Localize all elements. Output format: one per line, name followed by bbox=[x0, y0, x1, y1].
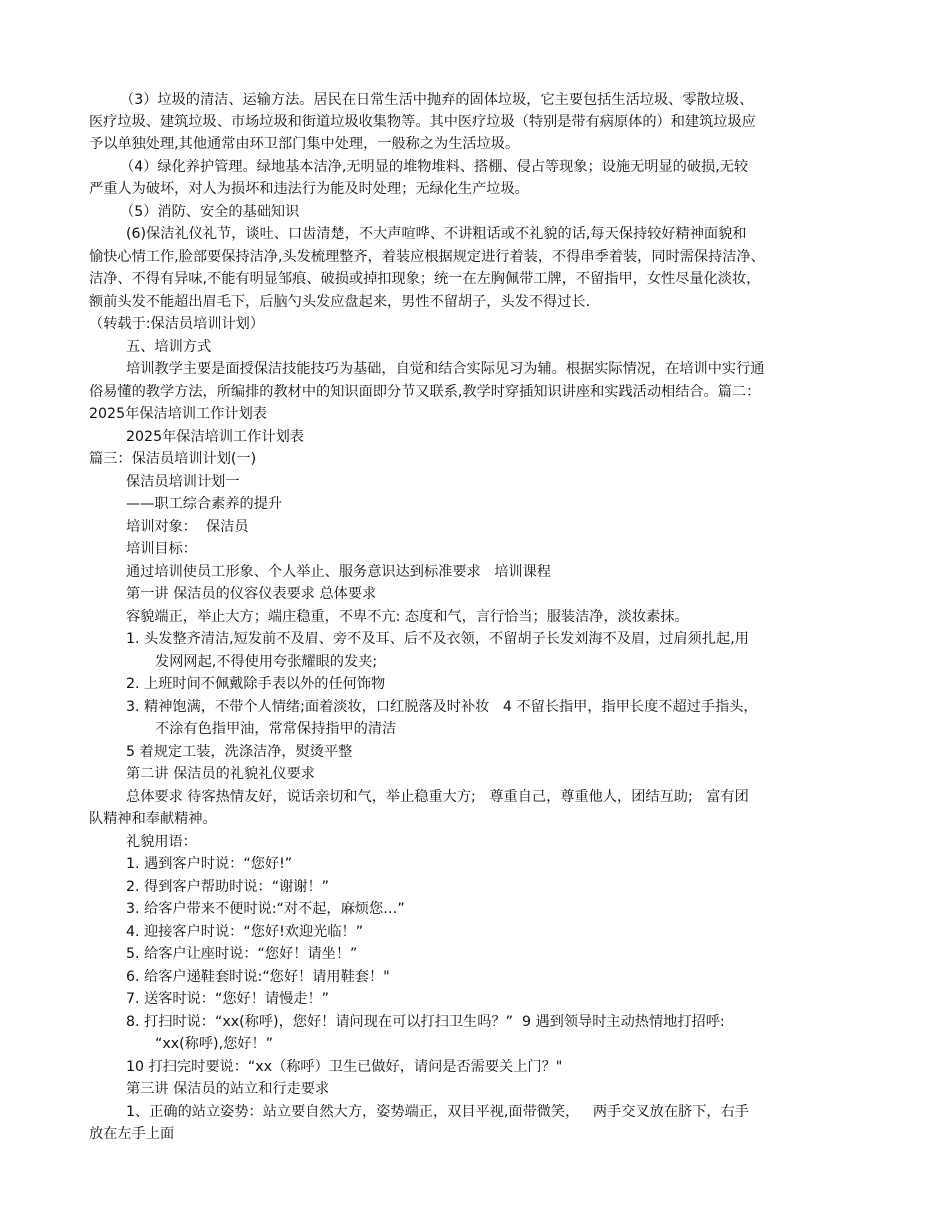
text-line: （转载于:保洁员培训计划） bbox=[89, 316, 265, 332]
text-line: 培训对象： 保洁员 bbox=[126, 519, 249, 535]
text-line: 严重人为破坏，对人为损坏和违法行为能及时处理；无绿化生产垃圾。 bbox=[89, 181, 529, 197]
text-line: 5 着规定工装，洗涤洁净，熨烫平整 bbox=[126, 744, 353, 760]
text-line: 3. 精神饱满，不带个人情绪;面着淡妆，口红脱落及时补妆 4 不留长指甲，指甲长度不超过手指头， bbox=[126, 699, 758, 715]
text-line: “xx(称呼),您好！” bbox=[155, 1036, 274, 1052]
text-line: 培训教学主要是面授保洁技能技巧为基础，自觉和结合实际见习为辅。根据实际情况，在培训中实行通 bbox=[126, 361, 765, 377]
text-line: 7. 送客时说：“您好！请慢走！” bbox=[126, 991, 329, 1007]
text-line: 医疗垃圾、建筑垃圾、市场垃圾和街道垃圾收集物等。其中医疗垃圾（特别是带有病原体的）和建筑垃圾应 bbox=[89, 114, 756, 130]
text-line: 予以单独处理,其他通常由环卫部门集中处理，一般称之为生活垃圾。 bbox=[89, 136, 520, 152]
text-line: 2. 得到客户帮助时说：“谢谢！” bbox=[126, 879, 329, 895]
text-line: 五、培训方式 bbox=[126, 339, 212, 355]
text-line: 2025年保洁培训工作计划表 bbox=[126, 429, 304, 445]
text-line: 5. 给客户让座时说：“您好！请坐！” bbox=[126, 946, 358, 962]
text-line: 8. 打扫时说：“xx(称呼)，您好！请问现在可以打扫卫生吗？” 9 遇到领导时主动热情地打招呼: bbox=[126, 1014, 725, 1030]
text-line: 篇三：保洁员培训计划(一) bbox=[89, 451, 257, 467]
text-line: 4. 迎接客户时说：“您好!欢迎光临！” bbox=[126, 924, 364, 940]
text-line: 保洁员培训计划一 bbox=[126, 474, 240, 490]
text-line: 队精神和奉献精神。 bbox=[89, 811, 217, 827]
text-line: 第三讲 保洁员的站立和行走要求 bbox=[126, 1081, 330, 1097]
text-line: 总体要求 待客热情友好，说话亲切和气，举止稳重大方; 尊重自己，尊重他人，团结互助; 富有团 bbox=[126, 789, 749, 805]
text-line: 愉快心情工作,脸部要保持洁净,头发梳理整齐，着装应根据规定进行着装，不得串季着装，同时需保持洁净、 bbox=[89, 249, 765, 265]
text-line: 发网网起,不得使用夸张耀眼的发夹; bbox=[155, 654, 378, 670]
text-line: 第二讲 保洁员的礼貌礼仪要求 bbox=[126, 766, 315, 782]
text-line: (6)保洁礼仪礼节，谈吐、口齿清楚，不大声喧哗、不讲粗话或不礼貌的话,每天保持较好精神面貌和 bbox=[126, 226, 747, 242]
text-line: 放在左手上面 bbox=[89, 1126, 175, 1142]
text-line: 通过培训使员工形象、个人举止、服务意识达到标准要求 培训课程 bbox=[126, 564, 551, 580]
text-line: ——职工综合素养的提升 bbox=[126, 496, 283, 512]
text-line: （4）绿化养护管理。绿地基本洁净,无明显的堆物堆料、搭棚、侵占等现象；设施无明显的破损,无较 bbox=[120, 159, 749, 175]
text-line: 容貌端正，举止大方；端庄稳重，不卑不亢: 态度和气，言行恰当；服装洁净，淡妆素抹。 bbox=[126, 609, 689, 625]
text-line: 俗易懂的教学方法，所编排的教材中的知识面即分节又联系,教学时穿插知识讲座和实践活动相结合。篇二： bbox=[89, 384, 761, 400]
text-line: 2025年保洁培训工作计划表 bbox=[89, 406, 267, 422]
text-line: （3）垃圾的清洁、运输方法。居民在日常生活中抛弃的固体垃圾，它主要包括生活垃圾、零散垃圾、 bbox=[120, 92, 754, 108]
text-line: 培训目标： bbox=[126, 541, 197, 557]
text-line: 3. 给客户带来不便时说:“对不起，麻烦您…” bbox=[126, 901, 405, 917]
text-line: 额前头发不能超出眉毛下，后脑勺头发应盘起来，男性不留胡子，头发不得过长. bbox=[89, 294, 591, 310]
text-line: 1. 遇到客户时说：“您好!” bbox=[126, 856, 293, 872]
text-line: 礼貌用语： bbox=[126, 834, 197, 850]
text-line: 洁净、不得有异味,不能有明显邹痕、破损或掉扣现象；统一在左胸佩带工牌，不留指甲，女性尽量化淡妆， bbox=[89, 271, 761, 287]
text-line: 6. 给客户递鞋套时说:“您好！请用鞋套！" bbox=[126, 969, 390, 985]
text-line: 1、正确的站立姿势：站立要自然大方，姿势端正，双目平视,面带微笑， 两手交叉放在脐下，右手 bbox=[126, 1104, 749, 1120]
text-line: 第一讲 保洁员的仪容仪表要求 总体要求 bbox=[126, 586, 377, 602]
text-line: 不涂有色指甲油，常常保持指甲的清洁 bbox=[155, 721, 397, 737]
text-line: 10 打扫完时要说：“xx（称呼）卫生已做好，请问是否需要关上门？" bbox=[126, 1059, 563, 1075]
text-line: 1. 头发整齐清洁,短发前不及眉、旁不及耳、后不及衣领，不留胡子长发刘海不及眉，过肩须扎起,用 bbox=[126, 631, 749, 647]
text-line: （5）消防、安全的基础知识 bbox=[120, 204, 300, 220]
text-line: 2. 上班时间不佩戴除手表以外的任何饰物 bbox=[126, 676, 386, 692]
